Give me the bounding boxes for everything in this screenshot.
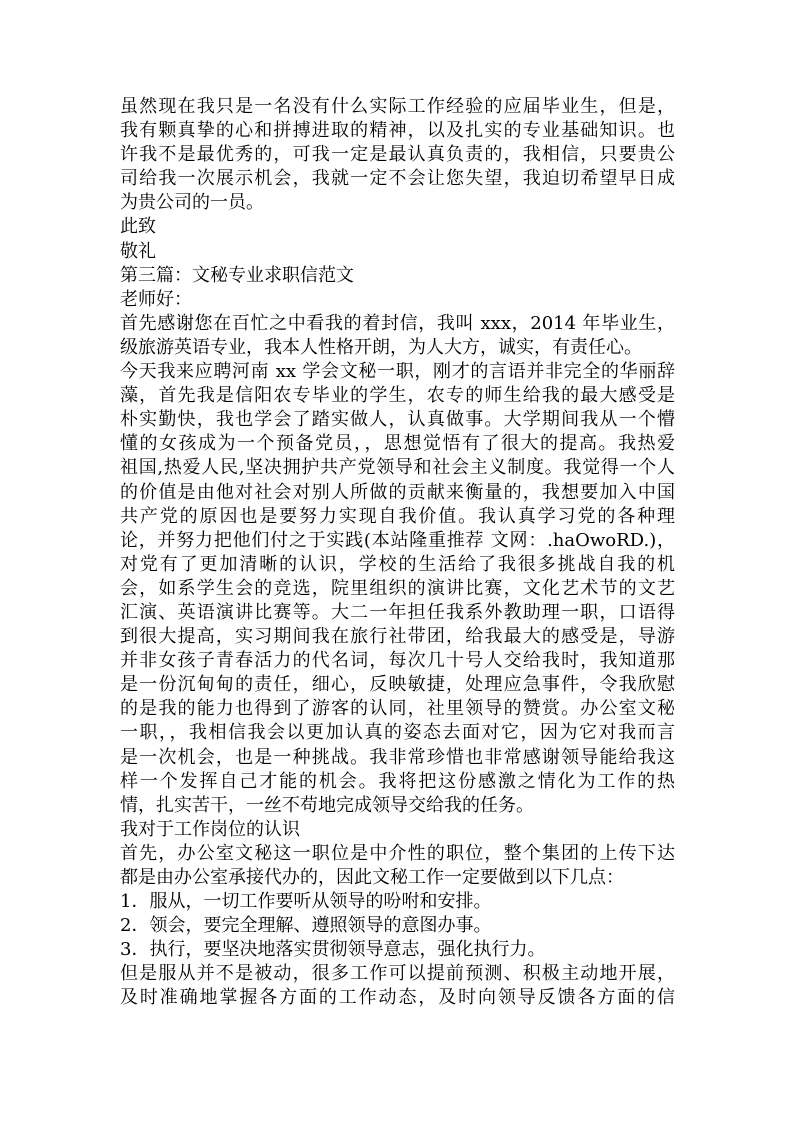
letter-body-line: 并非女孩子青春活力的代名词，每次几十号人交给我时，我知道那 [120, 650, 675, 672]
letter-body-line: 藻，首先我是信阳农专毕业的学生，农专的师生给我的最大感受是 [120, 385, 675, 407]
list-item: 2．领会，要完全理解、遵照领导的意图办事。 [120, 915, 492, 937]
section-heading: 第三篇：文秘专业求职信范文 [120, 264, 354, 286]
letter-body-line: 论，并努力把他们付之于实践(本站隆重推荐 文网：.haOwoRD.)， [120, 529, 675, 551]
letter-body-line: 祖国,热爱人民,坚决拥护共产党领导和社会主义制度。我觉得一个人 [120, 457, 675, 479]
list-item: 1．服从，一切工作要听从领导的吩咐和安排。 [120, 891, 492, 913]
intro-line: 都是由办公室承接代办的，因此文秘工作一定要做到以下几点： [120, 867, 624, 888]
letter-body-line: 共产党的原因也是要努力实现自我价值。我认真学习党的各种理 [120, 505, 675, 527]
letter-body-line: 样一个发挥自己才能的机会。我将把这份感激之情化为工作的热 [120, 770, 675, 792]
previous-letter-line: 虽然现在我只是一名没有什么实际工作经验的应届毕业生，但是， [120, 96, 675, 117]
previous-letter-line: 我有颗真挚的心和拼搏进取的精神，以及扎实的专业基础知识。也 [120, 120, 675, 142]
letter-body-line: 对党有了更加清晰的认识，学校的生活给了我很多挑战自我的机 [120, 553, 675, 575]
letter-body-line: 是一次机会，也是一种挑战。我非常珍惜也非常感谢领导能给我这 [120, 746, 675, 768]
letter-body-line: 一职，，我相信我会以更加认真的姿态去面对它，因为它对我而言 [120, 722, 675, 744]
intro-line: 首先，办公室文秘这一职位是中介性的职位，整个集团的上传下达 [120, 842, 675, 864]
previous-letter-line: 司给我一次展示机会，我就一定不会让您失望，我迫切希望早日成 [120, 168, 675, 190]
letter-body-line: 会，如系学生会的竞选，院里组织的演讲比赛，文化艺术节的文艺 [120, 577, 675, 599]
letter-body-line: 朴实勤快，我也学会了踏实做人，认真做事。大学期间我从一个懵 [120, 409, 675, 431]
letter-body-line: 是一份沉甸甸的责任，细心，反映敏捷，处理应急事件，令我欣慰 [120, 674, 675, 696]
continuation-line: 及时准确地掌握各方面的工作动态，及时向领导反馈各方面的信 [120, 987, 675, 1009]
letter-body-line: 汇演、英语演讲比赛等。大二一年担任我系外教助理一职，口语得 [120, 601, 675, 623]
previous-letter-line: 许我不是最优秀的，可我一定是最认真负责的，我相信，只要贵公 [120, 144, 675, 166]
letter-body-line: 今天我来应聘河南 xx 学会文秘一职，刚才的言语并非完全的华丽辞 [120, 361, 675, 383]
closing-salutation: 此致 [120, 216, 156, 238]
letter-body-line: 懂的女孩成为一个预备党员，，思想觉悟有了很大的提高。我热爱 [120, 433, 675, 455]
greeting: 老师好： [120, 288, 192, 310]
letter-body-line: 的是我的能力也得到了游客的认同，社里领导的赞赏。办公室文秘 [120, 698, 675, 720]
closing-regards: 敬礼 [120, 240, 156, 262]
continuation-line: 但是服从并不是被动，很多工作可以提前预测、积极主动地开展， [120, 963, 675, 985]
letter-body-line: 到很大提高，实习期间我在旅行社带团，给我最大的感受是，导游 [120, 626, 675, 648]
letter-body-line: 情，扎实苦干，一丝不苟地完成领导交给我的任务。 [120, 794, 534, 816]
letter-body-line: 级旅游英语专业，我本人性格开朗，为人大方，诚实，有责任心。 [120, 336, 642, 358]
letter-body-line: 的价值是由他对社会对别人所做的贡献来衡量的，我想要加入中国 [120, 481, 675, 503]
previous-letter-line: 为贵公司的一员。 [120, 192, 264, 214]
letter-body-line: 首先感谢您在百忙之中看我的着封信，我叫 xxx，2014 年毕业生， [120, 312, 675, 334]
subheading: 我对于工作岗位的认识 [120, 818, 300, 840]
document-text [120, 95, 675, 1011]
list-item: 3．执行，要坚决地落实贯彻领导意志，强化执行力。 [120, 939, 546, 961]
